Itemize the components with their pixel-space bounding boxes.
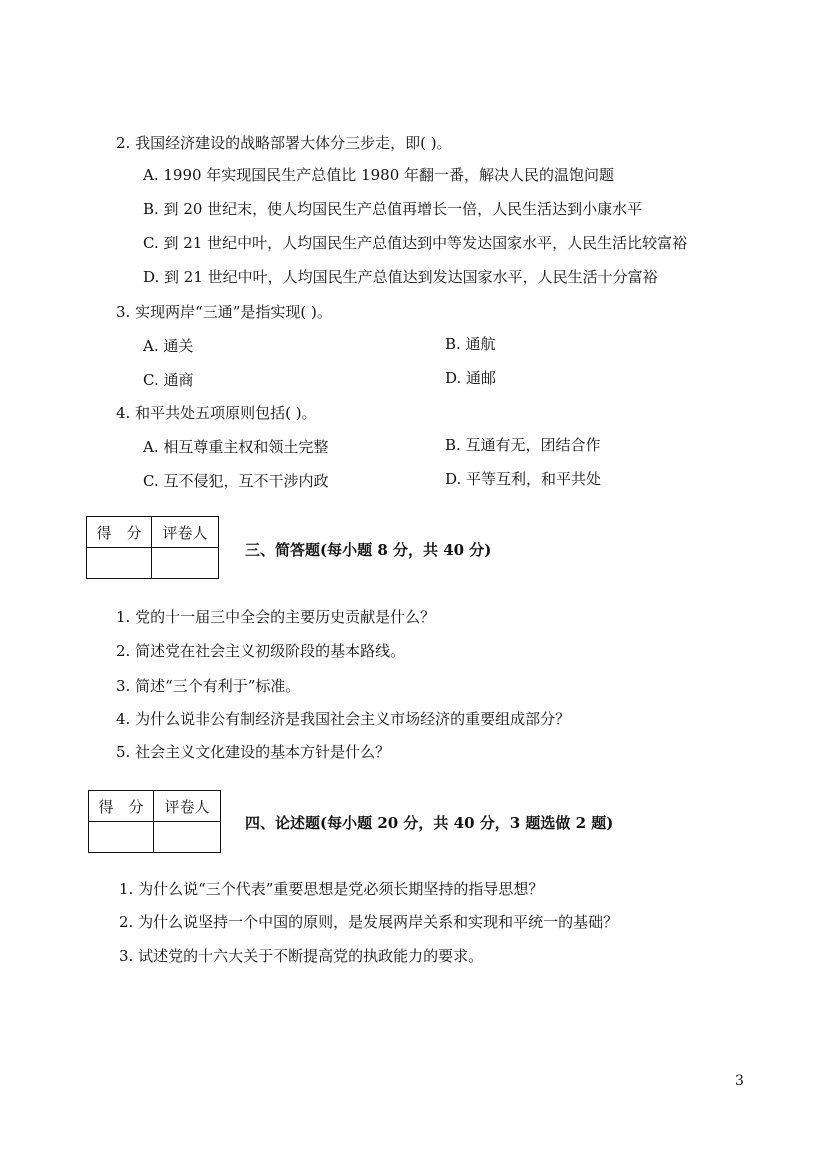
question-2-option-d: D. 到 21 世纪中叶，人均国民生产总值达到发达国家水平，人民生活十分富裕 xyxy=(143,268,658,286)
question-3-option-d: D. 通邮 xyxy=(445,369,497,387)
section-3-question-4: 4. 为什么说非公有制经济是我国社会主义市场经济的重要组成部分？ xyxy=(116,710,571,728)
grader-cell xyxy=(152,548,219,579)
score-label: 得 分 xyxy=(87,517,152,548)
section-4-title: 四、论述题(每小题 20 分，共 40 分，3 题选做 2 题) xyxy=(245,814,614,832)
question-2-stem: 2. 我国经济建设的战略部署大体分三步走，即( )。 xyxy=(116,134,452,152)
question-2-option-b: B. 到 20 世纪末，使人均国民生产总值再增长一倍，人民生活达到小康水平 xyxy=(143,200,643,218)
grader-label: 评卷人 xyxy=(154,791,221,822)
page-number: 3 xyxy=(735,1073,744,1089)
question-2-option-a: A. 1990 年实现国民生产总值比 1980 年翻一番，解决人民的温饱问题 xyxy=(143,166,615,184)
question-4-option-a: A. 相互尊重主权和领土完整 xyxy=(143,438,329,456)
section-3-question-3: 3. 简述“三个有利于”标准。 xyxy=(116,677,301,695)
section-4-question-3: 3. 试述党的十六大关于不断提高党的执政能力的要求。 xyxy=(119,947,484,965)
question-4-option-d: D. 平等互利，和平共处 xyxy=(445,470,602,488)
score-cell xyxy=(87,548,152,579)
score-box-section-4 xyxy=(88,790,221,853)
grader-label: 评卷人 xyxy=(152,517,219,548)
section-3-question-2: 2. 简述党在社会主义初级阶段的基本路线。 xyxy=(116,642,406,660)
question-3-stem: 3. 实现两岸“三通”是指实现( )。 xyxy=(116,303,332,321)
score-box-section-3 xyxy=(86,516,219,579)
question-3-option-a: A. 通关 xyxy=(143,337,194,355)
question-2-option-c: C. 到 21 世纪中叶，人均国民生产总值达到中等发达国家水平，人民生活比较富裕 xyxy=(143,234,688,252)
section-4-question-1: 1. 为什么说“三个代表”重要思想是党必须长期坚持的指导思想？ xyxy=(119,880,544,898)
question-4-option-c: C. 互不侵犯，互不干涉内政 xyxy=(143,472,329,490)
section-3-question-5: 5. 社会主义文化建设的基本方针是什么？ xyxy=(116,743,391,761)
question-4-option-b: B. 互通有无，团结合作 xyxy=(445,436,601,454)
section-4-question-2: 2. 为什么说坚持一个中国的原则，是发展两岸关系和实现和平统一的基础？ xyxy=(119,913,619,931)
question-4-stem: 4. 和平共处五项原则包括( )。 xyxy=(116,404,317,422)
question-3-option-c: C. 通商 xyxy=(143,371,194,389)
section-3-question-1: 1. 党的十一届三中全会的主要历史贡献是什么？ xyxy=(116,608,436,626)
grader-cell xyxy=(154,822,221,853)
section-3-title: 三、简答题(每小题 8 分，共 40 分) xyxy=(245,541,492,559)
score-label: 得 分 xyxy=(89,791,154,822)
question-3-option-b: B. 通航 xyxy=(445,335,496,353)
score-cell xyxy=(89,822,154,853)
